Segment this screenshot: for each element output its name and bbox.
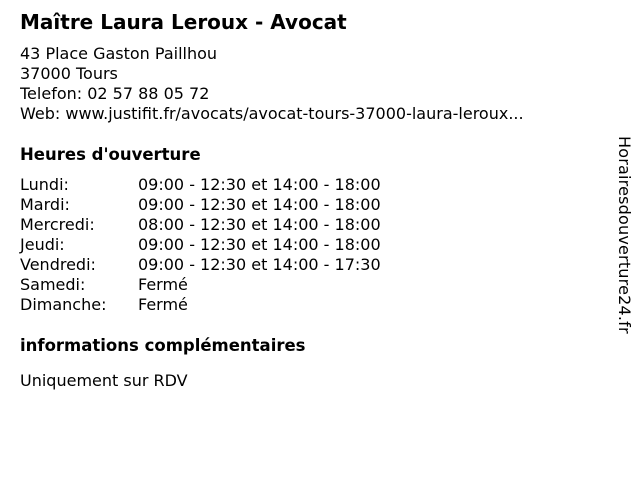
info-heading: informations complémentaires bbox=[20, 336, 306, 355]
day-label: Dimanche: bbox=[20, 295, 107, 314]
address-block bbox=[20, 44, 610, 124]
web-line: Web: www.justifit.fr/avocats/avocat-tours-37000-laura-leroux... bbox=[20, 104, 524, 123]
day-label: Mercredi: bbox=[20, 215, 95, 234]
hours-value: 09:00 - 12:30 et 14:00 - 18:00 bbox=[138, 195, 381, 214]
hours-table bbox=[20, 175, 610, 315]
side-brand-watermark: Horairesdouverture24.fr bbox=[615, 136, 634, 334]
day-label: Vendredi: bbox=[20, 255, 96, 274]
day-label: Lundi: bbox=[20, 175, 69, 194]
info-text: Uniquement sur RDV bbox=[20, 371, 188, 390]
business-card bbox=[20, 9, 610, 391]
hours-value: 09:00 - 12:30 et 14:00 - 17:30 bbox=[138, 255, 381, 274]
hours-row-friday bbox=[20, 255, 610, 275]
hours-value: 08:00 - 12:30 et 14:00 - 18:00 bbox=[138, 215, 381, 234]
hours-row-sunday bbox=[20, 295, 610, 315]
hours-row-monday bbox=[20, 175, 610, 195]
hours-row-wednesday bbox=[20, 215, 610, 235]
hours-row-thursday bbox=[20, 235, 610, 255]
business-title: Maître Laura Leroux - Avocat bbox=[20, 10, 347, 34]
hours-row-saturday bbox=[20, 275, 610, 295]
address-city: 37000 Tours bbox=[20, 64, 118, 83]
phone-line: Telefon: 02 57 88 05 72 bbox=[20, 84, 210, 103]
day-label: Jeudi: bbox=[20, 235, 65, 254]
address-street: 43 Place Gaston Paillhou bbox=[20, 44, 218, 63]
day-label: Samedi: bbox=[20, 275, 86, 294]
hours-value: 09:00 - 12:30 et 14:00 - 18:00 bbox=[138, 235, 381, 254]
hours-heading: Heures d'ouverture bbox=[20, 145, 201, 164]
hours-value: Fermé bbox=[138, 275, 188, 294]
hours-row-tuesday bbox=[20, 195, 610, 215]
hours-value: Fermé bbox=[138, 295, 188, 314]
day-label: Mardi: bbox=[20, 195, 70, 214]
hours-value: 09:00 - 12:30 et 14:00 - 18:00 bbox=[138, 175, 381, 194]
